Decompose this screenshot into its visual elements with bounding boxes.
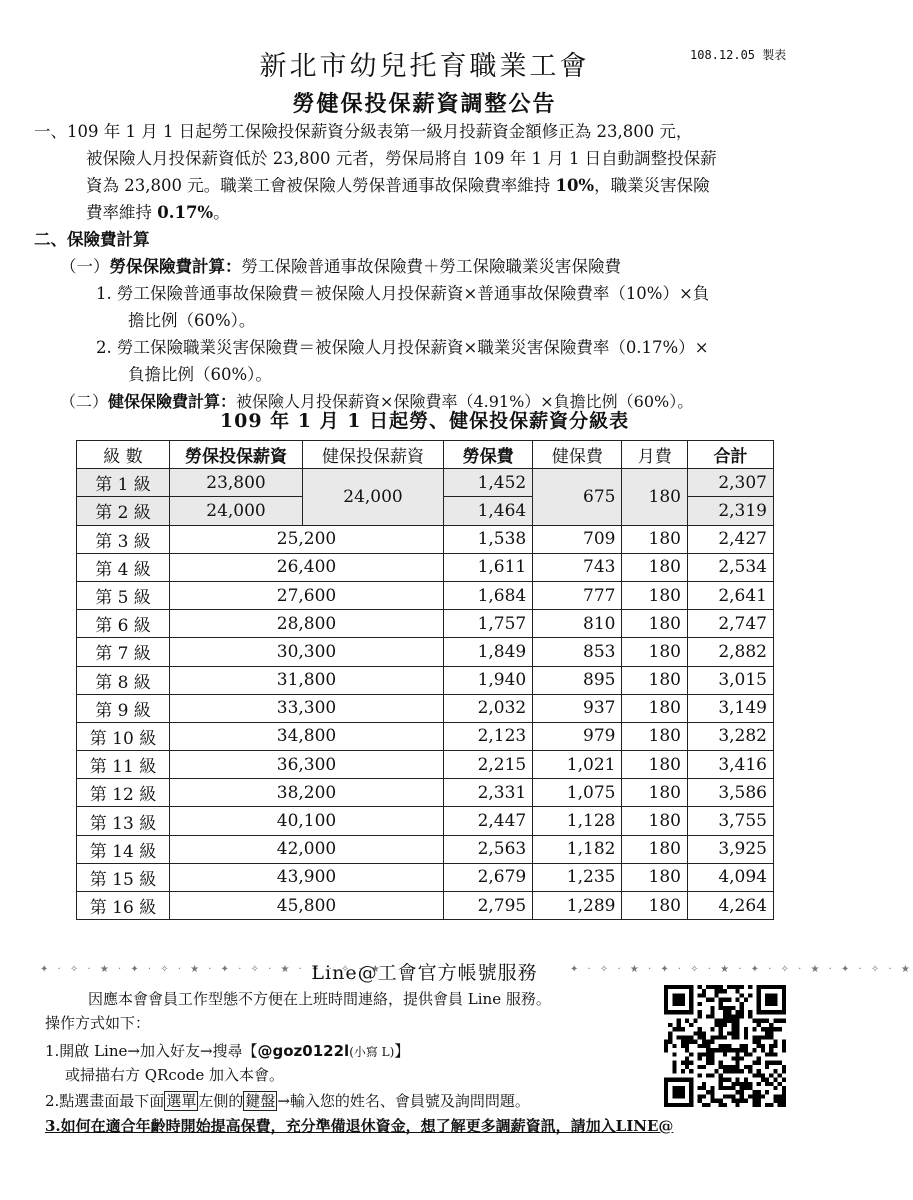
monthly-cell: 180 <box>622 666 688 694</box>
level-cell: 第 14 級 <box>77 835 170 863</box>
header-monthly: 月費 <box>622 441 688 469</box>
salary-cell: 31,800 <box>170 666 444 694</box>
health-fee-cell: 895 <box>533 666 622 694</box>
table-row <box>77 525 774 553</box>
table-row <box>77 610 774 638</box>
monthly-cell: 180 <box>622 581 688 609</box>
line-howto: 操作方式如下： <box>45 1014 151 1032</box>
monthly-cell: 180 <box>622 892 688 920</box>
level-cell: 第 2 級 <box>77 497 170 525</box>
labor-fee-cell: 2,563 <box>444 835 533 863</box>
total-cell: 3,149 <box>688 694 774 722</box>
labor-fee-cell: 1,757 <box>444 610 533 638</box>
total-cell: 2,534 <box>688 553 774 581</box>
table-row <box>77 892 774 920</box>
health-fee-cell: 1,235 <box>533 863 622 891</box>
salary-cell: 42,000 <box>170 835 444 863</box>
health-fee-cell: 777 <box>533 581 622 609</box>
salary-cell: 40,100 <box>170 807 444 835</box>
labor-item2-line1: 2. 勞工保險職業災害保險費＝被保險人月投保薪資×職業災害保險費率（0.17%）× <box>96 338 709 357</box>
salary-cell: 30,300 <box>170 638 444 666</box>
date-stamp: 108.12.05 製表 <box>690 48 787 62</box>
monthly-cell: 180 <box>622 525 688 553</box>
line-step1: 1.開啟 Line→加入好友→搜尋【@goz0122l(小寫 L)】 <box>45 1042 410 1060</box>
monthly-cell: 180 <box>622 751 688 779</box>
health-fee-cell: 1,128 <box>533 807 622 835</box>
level-cell: 第 4 級 <box>77 553 170 581</box>
section1-line4: 費率維持 0.17%。 <box>86 203 230 222</box>
salary-cell: 38,200 <box>170 779 444 807</box>
stars-right: ✦ · ✧ · ★ · ✦ · ✧ · ★ · ✦ · ✧ · ★ · ✦ · ✧ · ★ <box>570 964 913 975</box>
header-health-fee: 健保費 <box>533 441 622 469</box>
salary-cell: 27,600 <box>170 581 444 609</box>
labor-salary-cell: 24,000 <box>170 497 303 525</box>
table-row <box>77 779 774 807</box>
salary-cell: 33,300 <box>170 694 444 722</box>
notice-title: 勞健保投保薪資調整公告 <box>292 91 557 117</box>
total-cell: 3,282 <box>688 722 774 750</box>
level-cell: 第 8 級 <box>77 666 170 694</box>
health-fee-cell: 1,021 <box>533 751 622 779</box>
section2-heading: 二、保險費計算 <box>34 230 150 249</box>
salary-cell: 34,800 <box>170 722 444 750</box>
salary-cell: 36,300 <box>170 751 444 779</box>
health-fee-cell: 810 <box>533 610 622 638</box>
labor-fee-cell: 2,331 <box>444 779 533 807</box>
salary-cell: 25,200 <box>170 525 444 553</box>
line-step2: 2.點選畫面最下面 選單 左側的 鍵盤 →輸入您的姓名、會員號及詢問問題。 <box>45 1092 530 1110</box>
table-row <box>77 694 774 722</box>
health-fee-cell: 1,182 <box>533 835 622 863</box>
health-fee-cell: 1,289 <box>533 892 622 920</box>
stars-left: ✦ · ✧ · ★ · ✦ · ✧ · ★ · ✦ · ✧ · ★ · ✦ · ✧ · ★ <box>40 964 383 975</box>
monthly-cell: 180 <box>622 779 688 807</box>
level-cell: 第 12 級 <box>77 779 170 807</box>
monthly-cell: 180 <box>622 863 688 891</box>
labor-item1-line2: 擔比例（60%）。 <box>128 311 256 330</box>
monthly-cell: 180 <box>622 469 688 525</box>
monthly-cell: 180 <box>622 553 688 581</box>
labor-fee-calc: （一）勞保保險費計算：勞工保險普通事故保險費＋勞工保險職業災害保險費 <box>60 257 621 276</box>
health-fee-cell: 743 <box>533 553 622 581</box>
table-title: 109 年 1 月 1 日起勞、健保投保薪資分級表 <box>219 410 630 432</box>
health-fee-cell: 937 <box>533 694 622 722</box>
labor-fee-cell: 1,940 <box>444 666 533 694</box>
monthly-cell: 180 <box>622 722 688 750</box>
labor-fee-cell: 1,849 <box>444 638 533 666</box>
total-cell: 2,882 <box>688 638 774 666</box>
labor-fee-cell: 2,447 <box>444 807 533 835</box>
health-fee-cell: 675 <box>533 469 622 525</box>
health-fee-cell: 1,075 <box>533 779 622 807</box>
total-cell: 3,755 <box>688 807 774 835</box>
table-row <box>77 638 774 666</box>
section1-line1: 一、109 年 1 月 1 日起勞工保險投保薪資分級表第一級月投薪資金額修正為 23,800 元， <box>34 122 693 141</box>
table-row <box>77 666 774 694</box>
level-cell: 第 16 級 <box>77 892 170 920</box>
table-row <box>77 553 774 581</box>
total-cell: 2,319 <box>688 497 774 525</box>
total-cell: 2,747 <box>688 610 774 638</box>
table-row <box>77 835 774 863</box>
monthly-cell: 180 <box>622 638 688 666</box>
labor-fee-cell: 2,032 <box>444 694 533 722</box>
level-cell: 第 3 級 <box>77 525 170 553</box>
salary-table <box>76 440 774 920</box>
salary-cell: 26,400 <box>170 553 444 581</box>
table-row <box>77 751 774 779</box>
labor-item1-line1: 1. 勞工保險普通事故保險費＝被保險人月投保薪資×普通事故保險費率（10%）×負 <box>96 284 710 303</box>
labor-fee-cell: 1,538 <box>444 525 533 553</box>
salary-cell: 28,800 <box>170 610 444 638</box>
header-health-salary: 健保投保薪資 <box>303 441 444 469</box>
labor-fee-cell: 1,464 <box>444 497 533 525</box>
level-cell: 第 10 級 <box>77 722 170 750</box>
level-cell: 第 9 級 <box>77 694 170 722</box>
labor-item2-line2: 負擔比例（60%）。 <box>128 365 272 384</box>
line-step3: 3.如何在適合年齡時開始提高保費，充分準備退休資金，想了解更多調薪資訊，請加入LINE@ <box>45 1117 674 1135</box>
line-intro: 因應本會會員工作型態不方便在上班時間連絡，提供會員 Line 服務。 <box>88 990 551 1008</box>
monthly-cell: 180 <box>622 610 688 638</box>
qr-code-icon[interactable] <box>664 985 786 1107</box>
health-fee-calc: （二）健保保險費計算：被保險人月投保薪資×保險費率（4.91%）×負擔比例（60%）。 <box>60 392 694 411</box>
monthly-cell: 180 <box>622 694 688 722</box>
health-fee-cell: 853 <box>533 638 622 666</box>
level-cell: 第 15 級 <box>77 863 170 891</box>
health-fee-cell: 979 <box>533 722 622 750</box>
level-cell: 第 6 級 <box>77 610 170 638</box>
total-cell: 3,925 <box>688 835 774 863</box>
table-row <box>77 581 774 609</box>
labor-fee-cell: 1,452 <box>444 469 533 497</box>
line-step1b: 或掃描右方 QRcode 加入本會。 <box>65 1066 285 1084</box>
labor-salary-cell: 23,800 <box>170 469 303 497</box>
table-header-row <box>77 441 774 469</box>
organization-title: 新北市幼兒托育職業工會 <box>259 51 590 82</box>
total-cell: 3,586 <box>688 779 774 807</box>
total-cell: 3,015 <box>688 666 774 694</box>
total-cell: 3,416 <box>688 751 774 779</box>
monthly-cell: 180 <box>622 835 688 863</box>
header-labor-fee: 勞保費 <box>444 441 533 469</box>
total-cell: 2,641 <box>688 581 774 609</box>
header-level: 級 數 <box>77 441 170 469</box>
health-fee-cell: 709 <box>533 525 622 553</box>
level-cell: 第 7 級 <box>77 638 170 666</box>
level-cell: 第 5 級 <box>77 581 170 609</box>
labor-fee-cell: 2,123 <box>444 722 533 750</box>
monthly-cell: 180 <box>622 807 688 835</box>
salary-cell: 45,800 <box>170 892 444 920</box>
table-row <box>77 722 774 750</box>
level-cell: 第 1 級 <box>77 469 170 497</box>
section1-line3: 資為 23,800 元。職業工會被保險人勞保普通事故保險費率維持 10%，職業災害保險 <box>86 176 710 195</box>
total-cell: 2,307 <box>688 469 774 497</box>
level-cell: 第 11 級 <box>77 751 170 779</box>
labor-fee-cell: 2,795 <box>444 892 533 920</box>
labor-fee-cell: 2,215 <box>444 751 533 779</box>
total-cell: 4,264 <box>688 892 774 920</box>
labor-fee-cell: 1,611 <box>444 553 533 581</box>
labor-fee-cell: 2,679 <box>444 863 533 891</box>
table-row <box>77 863 774 891</box>
table-row <box>77 807 774 835</box>
header-labor-salary: 勞保投保薪資 <box>170 441 303 469</box>
health-salary-cell: 24,000 <box>303 469 444 525</box>
section1-line2: 被保險人月投保薪資低於 23,800 元者，勞保局將自 109 年 1 月 1 日自動調整投保薪 <box>86 149 717 168</box>
labor-fee-cell: 1,684 <box>444 581 533 609</box>
total-cell: 2,427 <box>688 525 774 553</box>
total-cell: 4,094 <box>688 863 774 891</box>
line-service-title: Line@工會官方帳號服務 <box>311 962 538 984</box>
salary-cell: 43,900 <box>170 863 444 891</box>
header-total: 合計 <box>688 441 774 469</box>
table-row <box>77 469 774 497</box>
level-cell: 第 13 級 <box>77 807 170 835</box>
